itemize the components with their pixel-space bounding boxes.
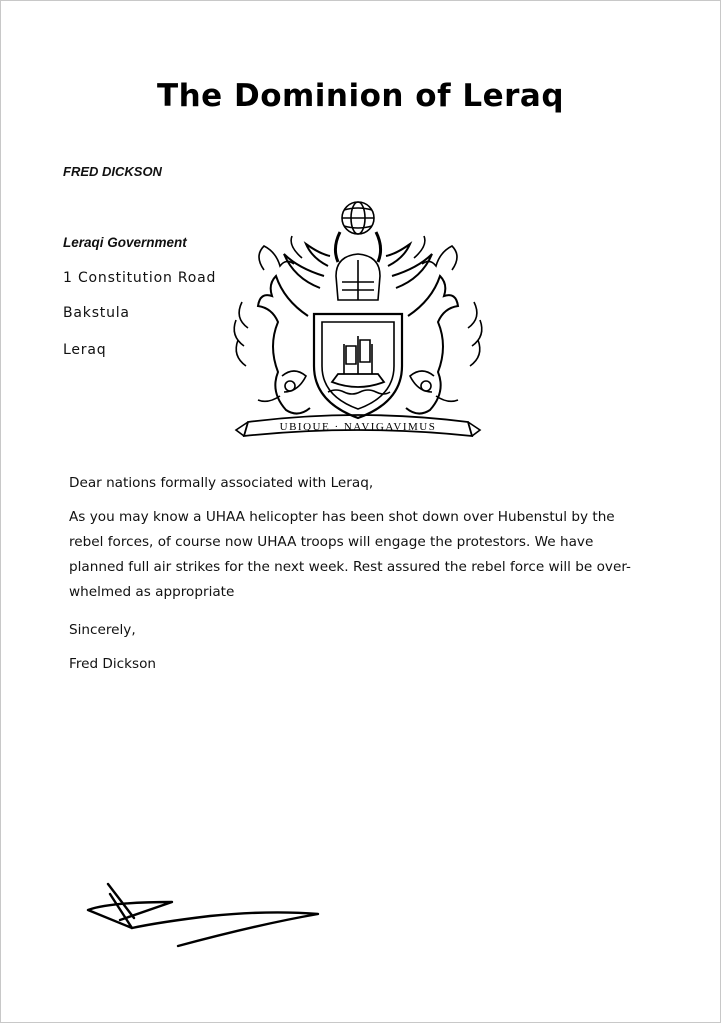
address-street: 1 Constitution Road (63, 270, 217, 286)
sender-name: FRED DICKSON (63, 164, 162, 179)
paragraph-line: As you may know a UHAA helicopter has been shot down over Hubenstul by the (69, 509, 615, 525)
paragraph-line: rebel forces, of course now UHAA troops will engage the protestors. We have (69, 534, 594, 550)
crest-motto: UBIQUE · NAVIGAVIMUS (279, 421, 437, 433)
address-country: Leraq (63, 342, 107, 358)
letter-signoff-name: Fred Dickson (69, 656, 157, 672)
address-city: Bakstula (63, 305, 130, 321)
handwritten-signature (80, 880, 330, 960)
paragraph-line: whelmed as appropriate (69, 584, 235, 600)
address-organization: Leraqi Government (63, 235, 187, 250)
letterhead-title: The Dominion of Leraq (156, 78, 565, 114)
paragraph-line: planned full air strikes for the next week. Rest assured the rebel force will be over- (69, 559, 631, 575)
letter-closing: Sincerely, (69, 622, 136, 638)
coat-of-arms-emblem (228, 196, 488, 452)
letter-salutation: Dear nations formally associated with Leraq, (69, 475, 374, 491)
